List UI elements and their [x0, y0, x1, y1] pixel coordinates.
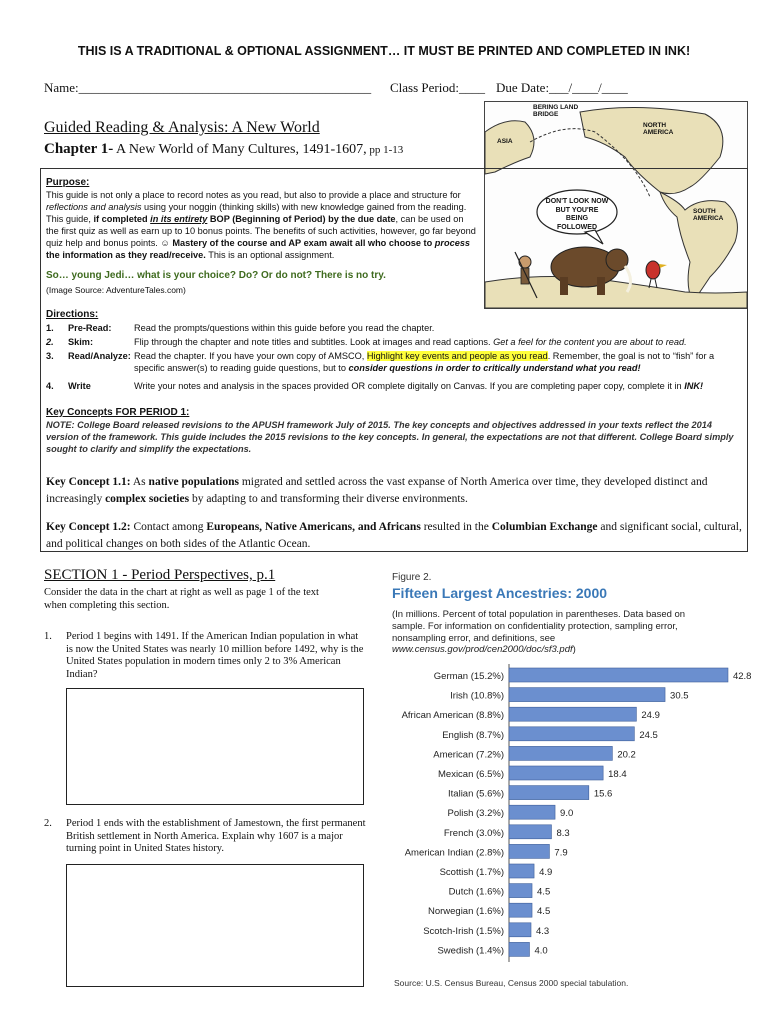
label-south-america: SOUTH AMERICA: [693, 208, 724, 222]
directions-heading: Directions:: [46, 309, 99, 320]
value-label: 15.6: [593, 788, 613, 800]
label-north-america: NORTH AMERICA: [643, 122, 674, 136]
assignment-banner: THIS IS A TRADITIONAL & OPTIONAL ASSIGNMENT… IT MUST BE PRINTED AND COMPLETED IN INK!: [77, 44, 691, 58]
category-label: Dutch (1.6%): [448, 886, 504, 898]
label-bering: BERING LAND BRIDGE: [533, 104, 579, 118]
bar: [509, 707, 636, 721]
category-label: American (7.2%): [433, 749, 504, 761]
key-concepts-heading: Key Concepts FOR PERIOD 1:: [46, 407, 190, 418]
bar: [509, 727, 634, 741]
key-concept-1-2: Key Concept 1.2: Contact among Europeans, Native Americans, and Africans resulted in the Columbian Exchange and significant social, cultural, and political changes on both sides of the Atlantic Ocean.: [46, 521, 742, 550]
key-concepts-note: NOTE: College Board released revisions to the APUSH framework July of 2015. The key concepts and objectives addressed in your texts reflect the 2014 version of the framework. This guide includes the 2015 revisions to the key concepts. In general, the expectations are not that different. College Board simply sought to clarify and simplify the expectations.: [46, 420, 734, 454]
category-label: French (3.0%): [443, 827, 504, 839]
category-label: Italian (5.6%): [448, 788, 504, 800]
bar: [509, 805, 555, 819]
value-label: 4.3: [536, 925, 550, 937]
bar: [509, 884, 532, 898]
value-label: 7.9: [554, 847, 568, 859]
purpose-text: This guide is not only a place to record notes as you read, but also to provide a place and structure for reflections and analysis using your noggin (thinking skills) with new knowledge gained from the reading. This guide, if completed in its entirety BOP (Beginning of Period) by the due date, can be used on the first quiz as well as earn up to 10 bonus points. The benefits of such activities, however, go far beyond quiz help and bonus points. ☺ Mastery of the course and AP exam await all who choose to process the information as they read/receive. This is an optional assignment.: [46, 190, 476, 260]
value-label: 8.3: [556, 827, 570, 839]
guided-title: [44, 119, 320, 137]
category-label: African American (8.8%): [401, 710, 504, 722]
chapter-pages: pp 1-13: [366, 144, 404, 156]
category-label: Swedish (1.4%): [437, 945, 504, 957]
value-label: 24.5: [639, 729, 658, 741]
speech-text: DON'T LOOK NOW BUT YOU'RE BEING FOLLOWED: [545, 198, 609, 231]
direction-item: 4. Write Write your notes and analysis in the spaces provided OR complete digitally on Canvas. If you are completing paper copy, complete it in INK!: [46, 381, 704, 391]
chapter-label: Chapter 1-: [44, 141, 114, 157]
category-label: Mexican (6.5%): [438, 769, 504, 780]
section-title: SECTION 1 - Period Perspectives, p.1: [44, 567, 276, 583]
category-label: Norwegian (1.6%): [427, 906, 504, 918]
value-label: 42.8: [732, 671, 752, 682]
key-concept-1-1: Key Concept 1.1: As native populations migrated and settled across the vast expanse of North America over time, they developed distinct and increasingly complex societies by adapting to and transforming their diverse environments.: [46, 476, 708, 505]
category-label: Scotch-Irish (1.5%): [423, 925, 504, 937]
category-label: German (15.2%): [433, 671, 504, 682]
bar: [509, 668, 728, 682]
chapter-title: A New World of Many Cultures, 1491-1607,: [113, 142, 367, 157]
value-label: 30.5: [670, 690, 689, 702]
value-label: 20.2: [617, 749, 636, 761]
answer-box-2[interactable]: [66, 864, 364, 987]
chart-title: Fifteen Largest Ancestries: 2000: [392, 585, 608, 601]
highlight: Highlight key events and people as you read: [366, 351, 548, 361]
section-intro: Consider the data in the chart at right as well as page 1 of the text when completing this section.: [44, 587, 319, 611]
image-source: (Image Source: AdventureTales.com): [46, 285, 186, 295]
answer-box-1[interactable]: [66, 688, 364, 805]
question-2: 2. Period 1 ends with the establishment of Jamestown, the first permanent British settlement in North America. Explain why 1607 is a major turning point in United States history.: [44, 818, 366, 854]
label-asia: ASIA: [497, 138, 513, 145]
category-label: Polish (3.2%): [447, 808, 504, 820]
direction-item: 3. Read/Analyze: Read the chapter. If you have your own copy of AMSCO, Highlight key events and people as you read. Remember, the goal is not to “fish” for a specific answer(s) to reading guide questions, but to consider questions in order to critically understand what you read!: [46, 351, 715, 373]
bar: [509, 864, 534, 878]
direction-item: 1. Pre-Read: Read the prompts/questions within this guide before you read the chapter.: [46, 323, 435, 333]
chart-source: Source: U.S. Census Bureau, Census 2000 special tabulation.: [394, 978, 629, 988]
jedi-quote: So… young Jedi… what is your choice? Do? Or do not? There is no try.: [46, 270, 386, 281]
bar: [509, 844, 549, 858]
bar: [509, 942, 529, 956]
bar: [509, 746, 612, 760]
ancestry-bar-chart: [392, 664, 752, 974]
guided-title-text: Guided Reading & Analysis: A New World: [44, 119, 320, 136]
bar: [509, 766, 603, 780]
value-label: 4.5: [537, 886, 551, 898]
value-label: 24.9: [641, 710, 660, 722]
category-label: Irish (10.8%): [450, 690, 504, 702]
question-1: 1. Period 1 begins with 1491. If the American Indian population in what is now the United States was nearly 10 million before 1492, why is the United States population in modern times only 2 to 3% American Indian?: [44, 631, 364, 680]
value-label: 4.0: [534, 945, 548, 957]
due-date-field[interactable]: Due Date:___/____/____: [496, 80, 628, 95]
chart-figure-label: Figure 2.: [392, 572, 432, 583]
chapter-heading: [44, 141, 403, 158]
value-label: 4.9: [539, 867, 553, 878]
bar: [509, 903, 532, 917]
category-label: American Indian (2.8%): [404, 847, 504, 859]
value-label: 9.0: [560, 808, 574, 820]
value-label: 18.4: [608, 769, 627, 780]
bar: [509, 688, 665, 702]
name-field[interactable]: Name:_____________________________________________: [44, 80, 372, 95]
class-period-field[interactable]: Class Period:____: [390, 80, 485, 95]
value-label: 4.5: [537, 906, 551, 918]
category-label: Scottish (1.7%): [439, 867, 504, 878]
bar: [509, 825, 551, 839]
purpose-heading: Purpose:: [46, 177, 90, 188]
direction-item: 2. Skim: Flip through the chapter and note titles and subtitles. Look at images and read captions. Get a feel for the content you are about to read.: [46, 337, 687, 347]
bar: [509, 923, 531, 937]
category-label: English (8.7%): [442, 729, 504, 741]
bar: [509, 786, 589, 800]
chart-subtitle: (In millions. Percent of total population in parentheses. Data based on sample. For information on confidentiality protection, sampling error, nonsampling error, and definitions, see www.census.gov/prod/cen2000/doc/sf3.pdf): [392, 609, 686, 656]
